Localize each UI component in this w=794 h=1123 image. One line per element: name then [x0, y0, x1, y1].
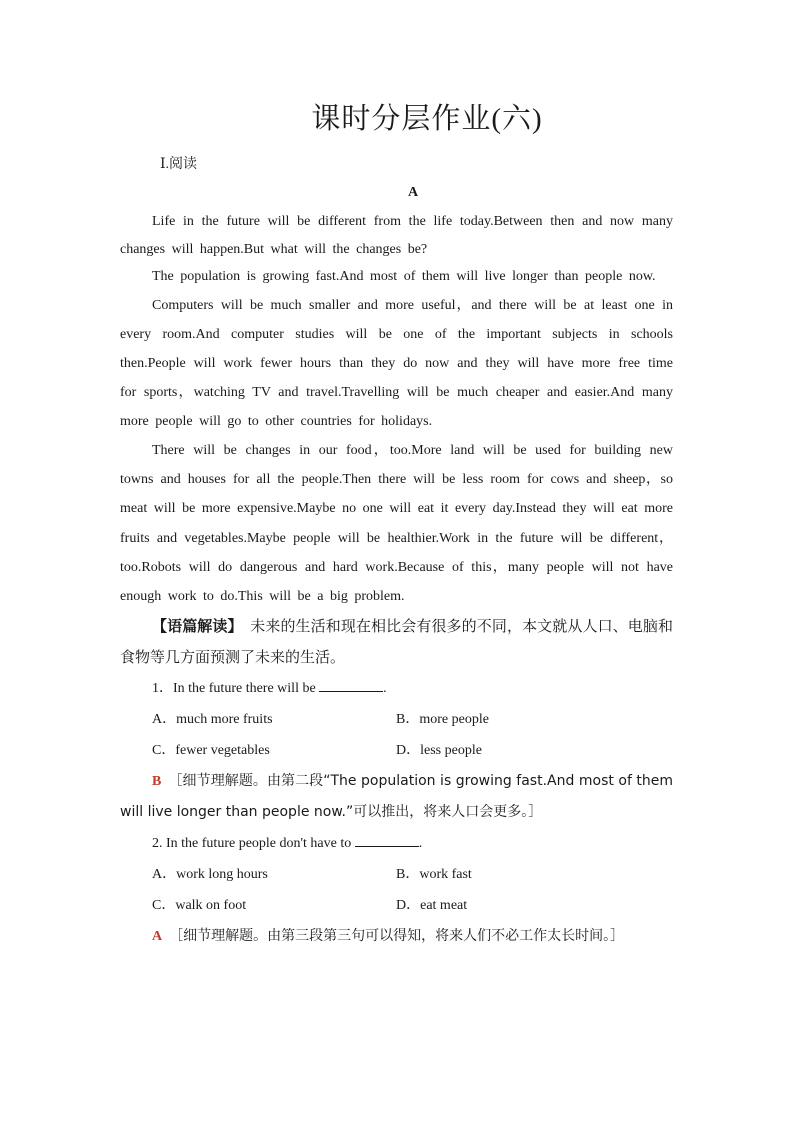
passage-paragraph-2: The population is growing fast.And most of them will live longer than people now. — [152, 269, 656, 284]
question-2-answer-key: A — [152, 929, 163, 945]
question-2 — [120, 828, 673, 859]
question-2-answer — [120, 921, 673, 952]
question-1-number: 1． — [152, 681, 173, 697]
question-2-stem: In the future people don't have to — [166, 836, 352, 852]
question-1-option-b: B．more people — [396, 712, 489, 728]
analysis-text: 未来的生活和现在相比会有很多的不同，本文就从人口、电脑和食物等几方面预测了未来的生活。 — [120, 617, 673, 667]
question-1-answer-key: B — [152, 774, 162, 790]
question-2-explanation: ［细节理解题。由第三段第三句可以得知，将来人们不必工作太长时间。］ — [176, 928, 625, 945]
question-1-stem: In the future there will be — [173, 681, 316, 697]
analysis-tag: 【语篇解读】 — [152, 617, 236, 636]
question-2-number: 2. — [152, 836, 163, 852]
question-1-option-c: C．fewer vegetables — [152, 743, 270, 759]
passage-paragraph-4: There will be changes in our food，too.More land will be used for building new towns and houses for all the people.Then there will be less room for cows and sheep，so meat will be more expensive.Maybe no one will eat it every day.Instead they will eat more fruits and vegetables.Maybe people will be healthier.Work in the future will be different，too.Robots will do dangerous and hard work.Because of this，many people will not have enough work to do.This will be a big problem. — [120, 443, 673, 605]
question-1-option-d: D．less people — [396, 743, 482, 759]
question-1 — [120, 673, 673, 704]
answer-blank — [355, 834, 419, 847]
question-2-option-a: A．work long hours — [152, 867, 268, 883]
document-body — [120, 208, 673, 952]
passage-analysis — [120, 611, 673, 673]
page-title: 课时分层作业(六) — [311, 103, 543, 135]
question-2-options — [120, 859, 673, 921]
section-heading: Ⅰ.阅读 — [160, 157, 198, 172]
question-1-answer — [120, 766, 673, 828]
answer-blank — [319, 679, 383, 692]
passage-paragraph-1: Life in the future will be different from the life today.Between then and now many changes will happen.But what will the changes be? — [120, 214, 673, 257]
question-2-end: . — [418, 836, 423, 852]
question-1-explanation: ［细节理解题。由第二段“The population is growing fast.And most of them will live longer than people now.”可以推出，将来人口会更多。］ — [120, 773, 674, 821]
question-2-option-c: C．walk on foot — [152, 898, 247, 914]
question-1-options — [120, 704, 673, 766]
passage-label: A — [407, 185, 419, 200]
question-1-end: . — [383, 681, 387, 697]
question-2-option-b: B．work fast — [396, 867, 472, 883]
passage-paragraph-3: Computers will be much smaller and more useful，and there will be at least one in every room.And computer studies will be one of the important subjects in schools then.People will work fewer hours than they do now and they will have more free time for sports，watching TV and travel.Travelling will be much cheaper and easier.And many more people will go to other countries for holidays. — [120, 298, 673, 429]
question-1-option-a: A．much more fruits — [152, 712, 273, 728]
question-2-option-d: D．eat meat — [396, 898, 468, 914]
